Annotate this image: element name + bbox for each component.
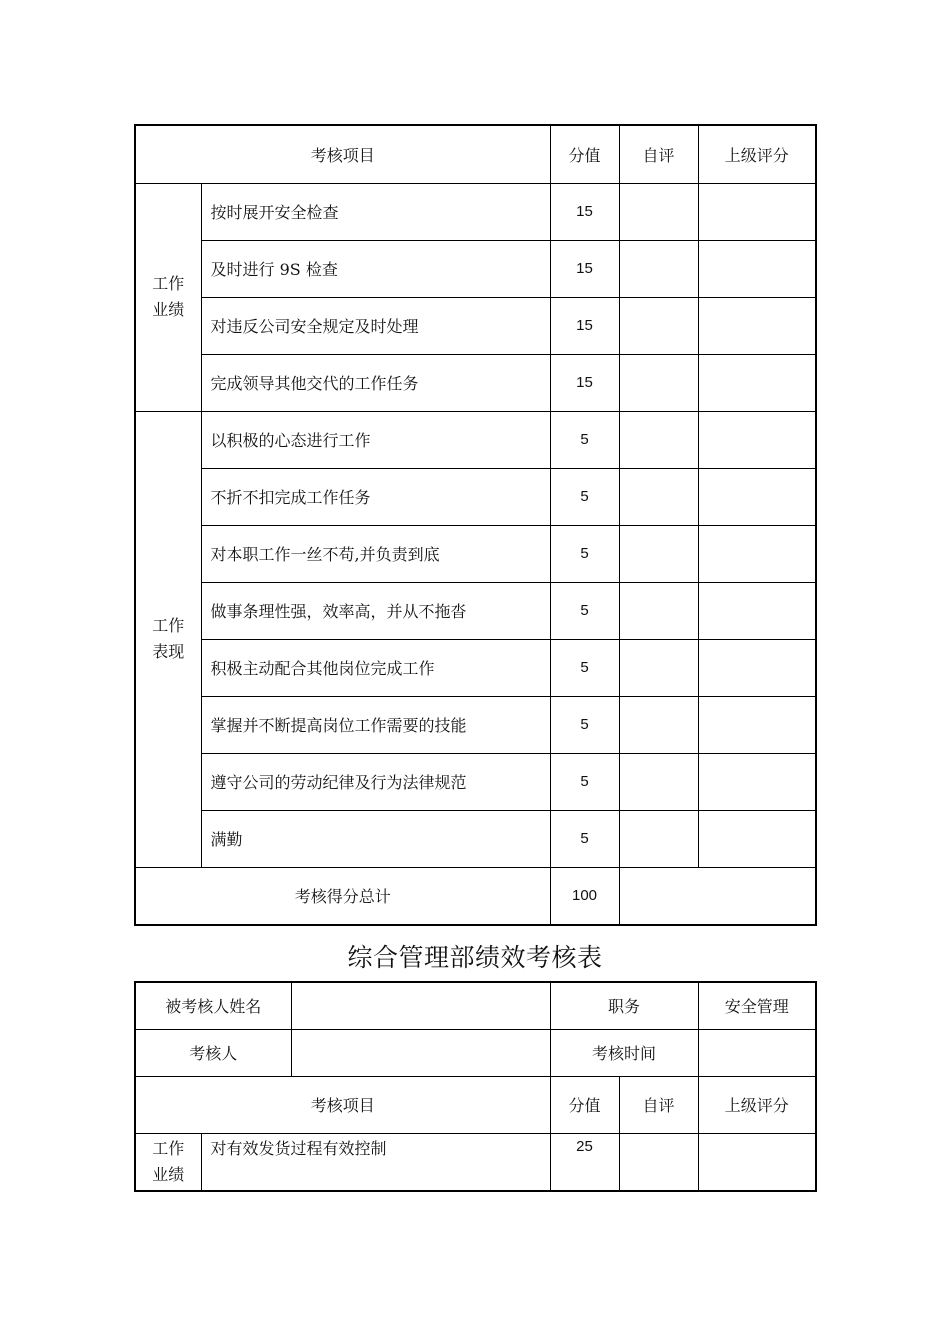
total-result-cell[interactable]	[619, 867, 816, 925]
group-label-line-1: 工作	[152, 274, 185, 293]
item-cell: 以积极的心态进行工作	[201, 411, 550, 468]
superior-score-cell[interactable]	[698, 240, 816, 297]
score-cell: 15	[550, 354, 619, 411]
table-row	[135, 354, 816, 411]
superior-score-cell[interactable]	[698, 696, 816, 753]
superior-score-cell[interactable]	[698, 582, 816, 639]
header-self: 自评	[619, 125, 698, 183]
position-value[interactable]: 安全管理	[698, 982, 816, 1029]
group-label-behavior	[135, 411, 201, 867]
assessment-table	[134, 981, 817, 1192]
table-row	[135, 582, 816, 639]
table-row	[135, 297, 816, 354]
score-cell: 5	[550, 753, 619, 810]
score-cell: 5	[550, 810, 619, 867]
item-cell: 对有效发货过程有效控制	[201, 1133, 550, 1191]
name-label: 被考核人姓名	[135, 982, 291, 1029]
self-score-cell[interactable]	[619, 582, 698, 639]
info-row-name	[135, 982, 816, 1029]
table-row	[135, 525, 816, 582]
self-score-cell[interactable]	[619, 753, 698, 810]
score-cell: 5	[550, 525, 619, 582]
self-score-cell[interactable]	[619, 240, 698, 297]
item-cell: 完成领导其他交代的工作任务	[201, 354, 550, 411]
self-score-cell[interactable]	[619, 297, 698, 354]
superior-score-cell[interactable]	[698, 297, 816, 354]
table-row	[135, 411, 816, 468]
superior-score-cell[interactable]	[698, 354, 816, 411]
position-label: 职务	[550, 982, 698, 1029]
form-title: 综合管理部绩效考核表	[347, 943, 603, 972]
item-cell: 积极主动配合其他岗位完成工作	[201, 639, 550, 696]
item-cell: 遵守公司的劳动纪律及行为法律规范	[201, 753, 550, 810]
group-label-performance	[135, 1133, 201, 1191]
score-cell: 15	[550, 297, 619, 354]
group-label-performance	[135, 183, 201, 411]
assessment-table-continued	[134, 124, 817, 926]
score-cell: 5	[550, 468, 619, 525]
self-score-cell[interactable]	[619, 696, 698, 753]
self-score-cell[interactable]	[619, 525, 698, 582]
self-score-cell[interactable]	[619, 468, 698, 525]
group-label-line-2: 表现	[152, 642, 185, 661]
group-label-line-2: 业绩	[152, 300, 185, 319]
superior-score-cell[interactable]	[698, 639, 816, 696]
total-score: 100	[550, 867, 619, 925]
self-score-cell[interactable]	[619, 1133, 698, 1191]
assessor-value-field[interactable]	[291, 1029, 550, 1076]
table-row	[135, 753, 816, 810]
score-cell: 15	[550, 183, 619, 240]
header-item: 考核项目	[135, 1076, 550, 1133]
self-score-cell[interactable]	[619, 411, 698, 468]
header-self: 自评	[619, 1076, 698, 1133]
item-cell: 不折不扣完成工作任务	[201, 468, 550, 525]
header-score: 分值	[550, 1076, 619, 1133]
score-cell: 5	[550, 582, 619, 639]
item-cell: 对本职工作一丝不苟,并负责到底	[201, 525, 550, 582]
item-cell: 掌握并不断提高岗位工作需要的技能	[201, 696, 550, 753]
superior-score-cell[interactable]	[698, 753, 816, 810]
superior-score-cell[interactable]	[698, 183, 816, 240]
table-row	[135, 468, 816, 525]
time-label: 考核时间	[550, 1029, 698, 1076]
total-label: 考核得分总计	[135, 867, 550, 925]
info-row-assessor	[135, 1029, 816, 1076]
header-superior: 上级评分	[698, 125, 816, 183]
name-value-field[interactable]	[291, 982, 550, 1029]
header-item: 考核项目	[135, 125, 550, 183]
score-cell: 5	[550, 639, 619, 696]
self-score-cell[interactable]	[619, 183, 698, 240]
score-cell: 25	[550, 1133, 619, 1191]
superior-score-cell[interactable]	[698, 810, 816, 867]
group-label-line-1: 工作	[152, 1138, 185, 1158]
table-row	[135, 639, 816, 696]
header-score: 分值	[550, 125, 619, 183]
table-header-row	[135, 1076, 816, 1133]
table-row	[135, 810, 816, 867]
superior-score-cell[interactable]	[698, 525, 816, 582]
superior-score-cell[interactable]	[698, 411, 816, 468]
item-cell: 按时展开安全检查	[201, 183, 550, 240]
total-row	[135, 867, 816, 925]
header-superior: 上级评分	[698, 1076, 816, 1133]
table-header-row	[135, 125, 816, 183]
table-row	[135, 696, 816, 753]
table-row	[135, 1133, 816, 1191]
item-cell: 满勤	[201, 810, 550, 867]
superior-score-cell[interactable]	[698, 1133, 816, 1191]
item-cell: 对违反公司安全规定及时处理	[201, 297, 550, 354]
item-cell: 做事条理性强，效率高，并从不拖沓	[201, 582, 550, 639]
group-label-line-1: 工作	[152, 616, 185, 635]
score-cell: 5	[550, 411, 619, 468]
self-score-cell[interactable]	[619, 810, 698, 867]
score-cell: 15	[550, 240, 619, 297]
group-label-line-2: 业绩	[152, 1164, 185, 1184]
item-cell: 及时进行 9S 检查	[201, 240, 550, 297]
assessor-label: 考核人	[135, 1029, 291, 1076]
self-score-cell[interactable]	[619, 354, 698, 411]
time-value-field[interactable]	[698, 1029, 816, 1076]
superior-score-cell[interactable]	[698, 468, 816, 525]
self-score-cell[interactable]	[619, 639, 698, 696]
table-row	[135, 240, 816, 297]
table-row	[135, 183, 816, 240]
score-cell: 5	[550, 696, 619, 753]
